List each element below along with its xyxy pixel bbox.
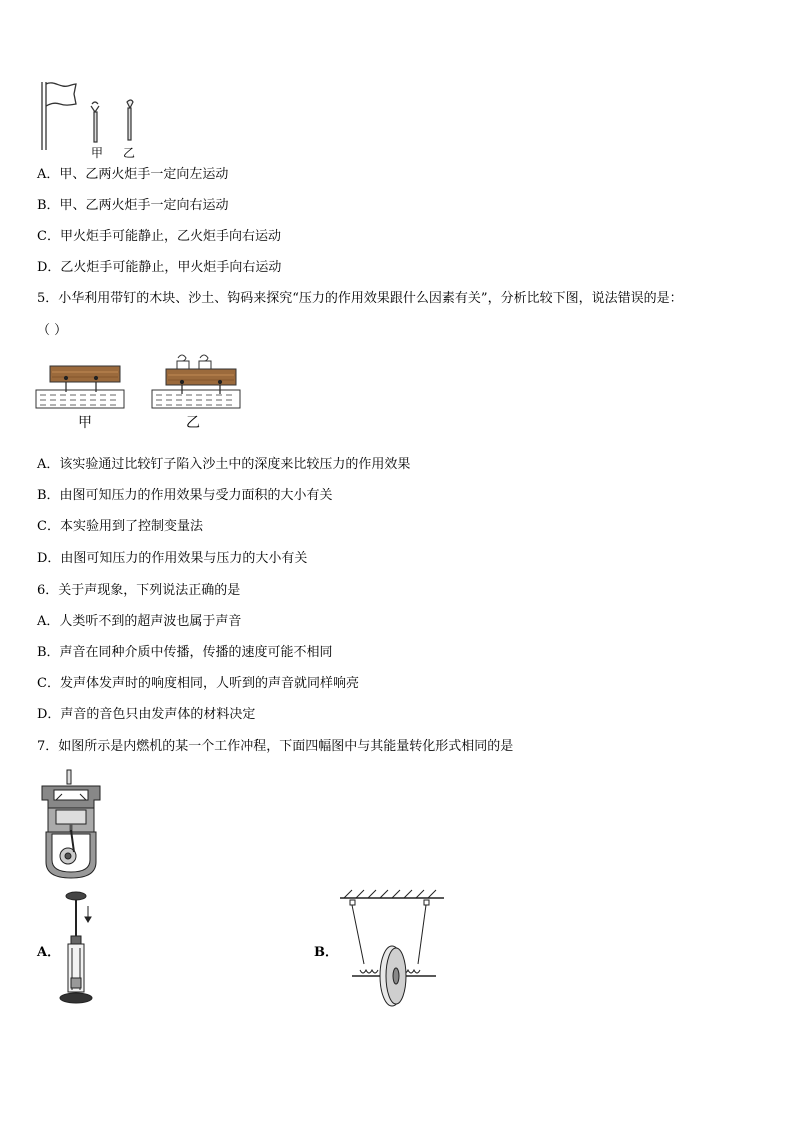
q7-stem: 7．如图所示是内燃机的某一个工作冲程，下面四幅图中与其能量转化形式相同的是 (37, 739, 514, 754)
q7-option-a-label: A． (37, 945, 61, 960)
q6-option-d: D．声音的音色只由发声体的材料决定 (37, 707, 256, 722)
yo-yo-wheel-figure (338, 888, 448, 1010)
q4-label-yi: 乙 (123, 146, 136, 160)
wood-block-jia (50, 366, 120, 382)
q7-option-b-label: B． (314, 945, 338, 960)
q4-option-d: D．乙火炬手可能静止，甲火炬手向右运动 (37, 260, 282, 275)
q6-option-a: A．人类听不到的超声波也属于声音 (37, 614, 242, 629)
wood-block-yi (166, 369, 236, 385)
q5-label-jia: 甲 (78, 415, 92, 431)
q5-label-yi: 乙 (186, 415, 200, 431)
fire-piston-figure (56, 890, 100, 1008)
q4-label-jia: 甲 (91, 146, 104, 160)
torch-jia-icon (91, 102, 99, 142)
q4-option-a: A．甲、乙两火炬手一定向左运动 (37, 167, 229, 182)
q5-option-b: B．由图可知压力的作用效果与受力面积的大小有关 (37, 488, 333, 503)
q4-option-b: B．甲、乙两火炬手一定向右运动 (37, 198, 229, 213)
q5-figure (34, 352, 246, 412)
q6-option-b: B．声音在同种介质中传播，传播的速度可能不相同 (37, 645, 333, 660)
q5-stem: 5．小华利用带钉的木块、沙土、钩码来探究“压力的作用效果跟什么因素有关”，分析比较下图，说法错误的是： (37, 291, 683, 306)
sand-box-yi (152, 390, 240, 408)
flag-icon (42, 82, 76, 150)
weights-yi (177, 355, 211, 369)
q5-blank: （ ） (37, 323, 68, 338)
q5-option-a: A．该实验通过比较钉子陷入沙土中的深度来比较压力的作用效果 (37, 457, 411, 472)
q5-option-c: C．本实验用到了控制变量法 (37, 519, 203, 534)
q6-option-c: C．发声体发声时的响度相同，人听到的声音就同样响亮 (37, 676, 359, 691)
engine-cylinder-figure (36, 768, 106, 880)
q5-option-d: D．由图可知压力的作用效果与压力的大小有关 (37, 551, 308, 566)
q6-stem: 6．关于声现象，下列说法正确的是 (37, 583, 241, 598)
q4-option-c: C．甲火炬手可能静止，乙火炬手向右运动 (37, 229, 281, 244)
sand-box-jia (36, 390, 124, 408)
torch-yi-icon (127, 100, 133, 140)
